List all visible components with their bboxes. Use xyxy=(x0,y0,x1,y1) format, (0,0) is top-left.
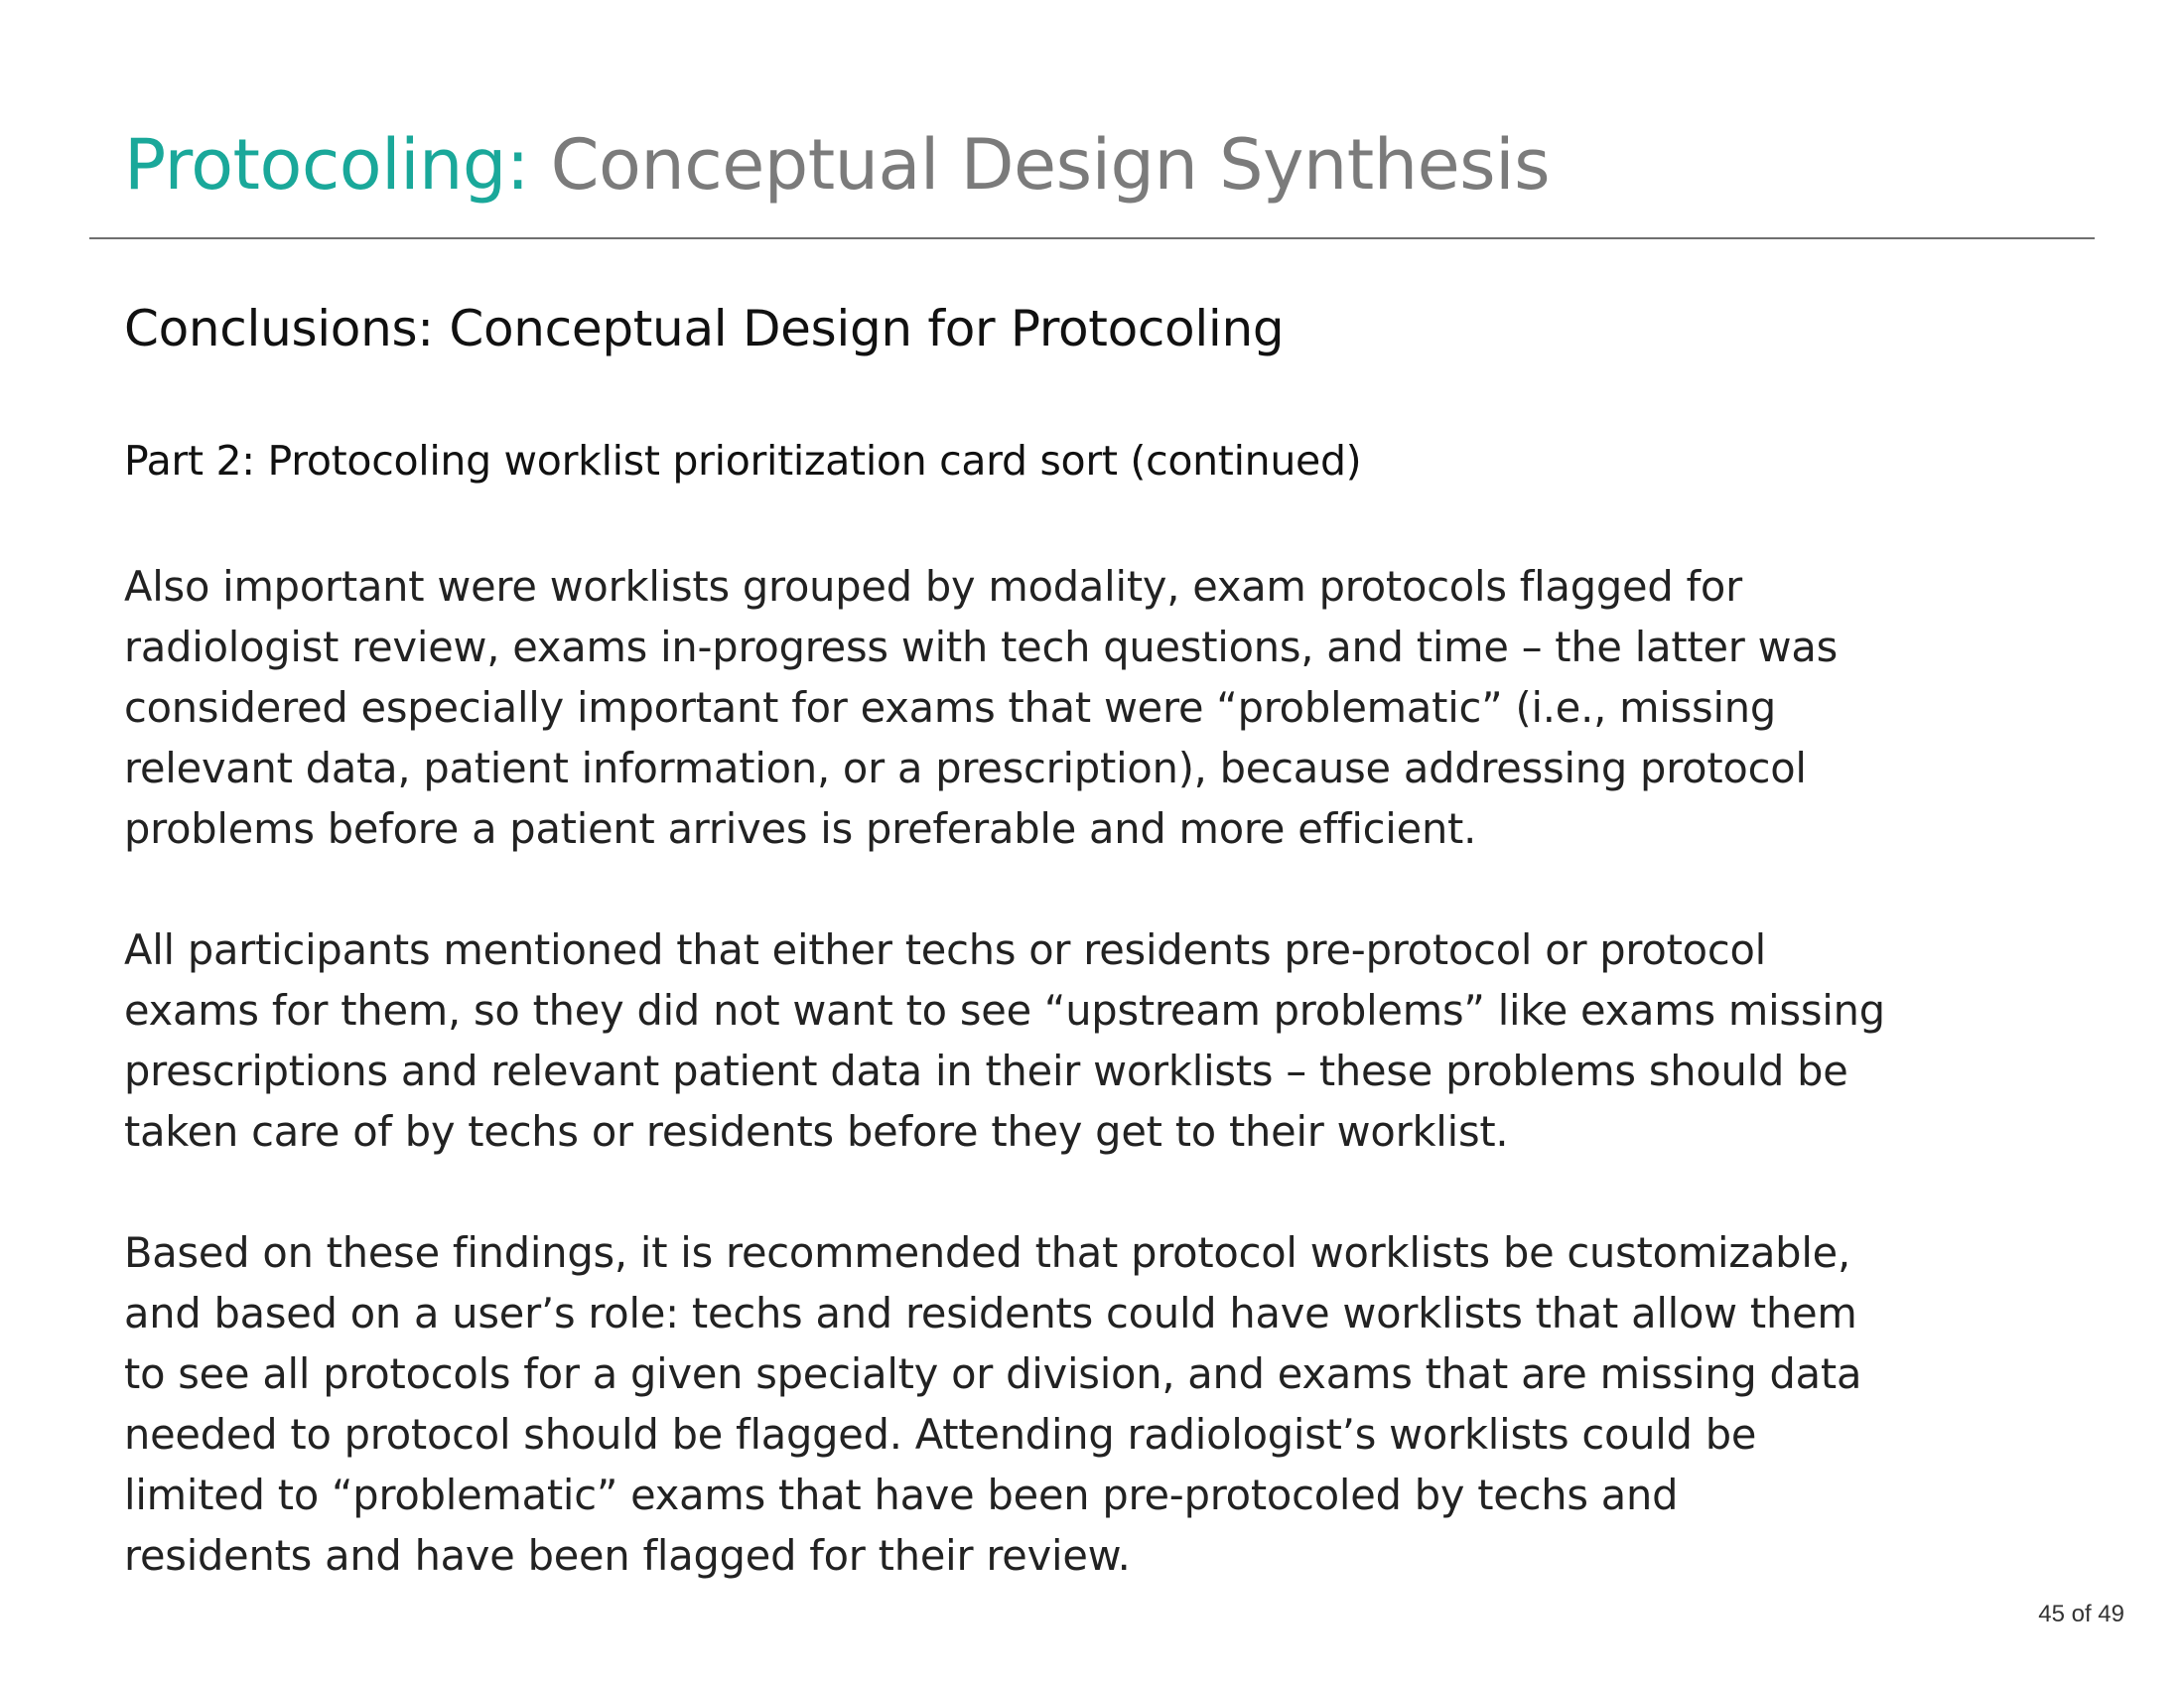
text-line: needed to protocol should be flagged. Attending radiologist’s worklists could be xyxy=(124,1410,1757,1459)
text-line: Based on these findings, it is recommended that protocol worklists be customizable, xyxy=(124,1228,1850,1277)
text-line: problems before a patient arrives is preferable and more efficient. xyxy=(124,804,1477,853)
text-line: taken care of by techs or residents before they get to their worklist. xyxy=(124,1107,1509,1156)
text-line: relevant data, patient information, or a prescription), because addressing protocol xyxy=(124,744,1807,792)
page-number: 45 of 49 xyxy=(2038,1601,2124,1627)
page-title xyxy=(124,124,1551,206)
text-line: Also important were worklists grouped by modality, exam protocols flagged for xyxy=(124,562,1742,611)
text-line: radiologist review, exams in-progress with tech questions, and time – the latter was xyxy=(124,623,1839,671)
part-heading: Part 2: Protocoling worklist prioritization card sort (continued) xyxy=(124,437,1362,485)
text-line: to see all protocols for a given specialty or division, and exams that are missing data xyxy=(124,1349,1862,1398)
body-text xyxy=(124,556,2070,1646)
paragraph-1 xyxy=(124,556,2070,859)
title-accent: Protocoling: xyxy=(124,124,529,206)
title-rest: Conceptual Design Synthesis xyxy=(528,124,1551,206)
text-line: All participants mentioned that either techs or residents pre-protocol or protocol xyxy=(124,925,1766,974)
text-line: considered especially important for exams that were “problematic” (i.e., missing xyxy=(124,683,1777,732)
text-line: residents and have been flagged for their review. xyxy=(124,1531,1131,1580)
section-subtitle: Conclusions: Conceptual Design for Protocoling xyxy=(124,300,1285,357)
text-line: prescriptions and relevant patient data in their worklists – these problems should be xyxy=(124,1047,1848,1095)
paragraph-2 xyxy=(124,919,2070,1162)
title-divider xyxy=(89,237,2095,239)
text-line: and based on a user’s role: techs and residents could have worklists that allow them xyxy=(124,1289,1857,1337)
text-line: limited to “problematic” exams that have been pre-protocoled by techs and xyxy=(124,1471,1679,1519)
paragraph-3 xyxy=(124,1222,2070,1586)
text-line: exams for them, so they did not want to see “upstream problems” like exams missing xyxy=(124,986,1885,1035)
